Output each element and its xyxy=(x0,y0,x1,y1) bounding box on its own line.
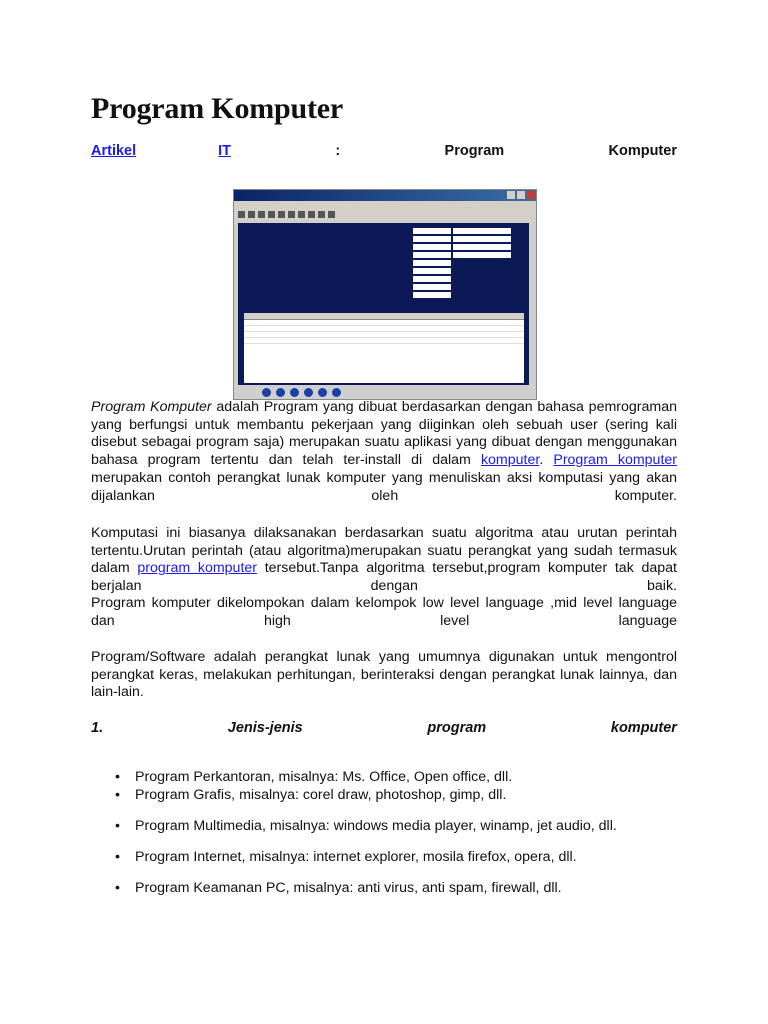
paragraph-1: Program Komputer adalah Program yang dibuat berdasarkan dengan bahasa pemrograman yang berfungsi untuk membantu pekerjaan yang diiginkan oleh sebuah user (sering kali disebut sebagai program saja) merupakan suatu aplikasi yang dibuat dengan menggunakan bahasa program tertentu dan telah ter-install di dalam komputer. Program komputer merupakan contoh perangkat lunak komputer yang menuliskan aksi komputasi yang akan dijalankan oleh komputer. xyxy=(91,399,677,504)
paragraph-3: Program/Software adalah perangkat lunak yang umumnya digunakan untuk mengontrol perangkat keras, melakukan perhitungan, berinteraksi dengan perangkat lunak lainnya, dan lain-lain. xyxy=(91,649,677,701)
list-item: • Program Multimedia, misalnya: windows media player, winamp, jet audio, dll. xyxy=(91,817,677,835)
totals-area xyxy=(373,227,523,299)
section-heading: 1. Jenis-jenis program komputer xyxy=(91,720,677,736)
subtitle-colon: : xyxy=(335,143,341,159)
article-subtitle xyxy=(91,143,677,159)
link-program-komputer[interactable]: Program komputer xyxy=(553,452,677,469)
window-toolbar xyxy=(234,209,536,221)
window-titlebar xyxy=(234,190,536,201)
program-list xyxy=(91,768,677,897)
list-item: • Program Keamanan PC, misalnya: anti virus, anti spam, firewall, dll. xyxy=(91,879,677,897)
paragraph-2b: Program komputer dikelompokan dalam kelompok low level language ,mid level language dan high level language xyxy=(91,595,677,629)
link-program-komputer-2[interactable]: program komputer xyxy=(137,560,258,577)
form-area xyxy=(244,227,374,290)
list-item: • Program Internet, misalnya: internet explorer, mosila firefox, opera, dll. xyxy=(91,848,677,866)
subtitle-word3: Program xyxy=(444,143,505,159)
window-menubar xyxy=(234,201,536,209)
window-panel xyxy=(238,223,529,387)
program-screenshot xyxy=(233,189,537,400)
page-title: Program Komputer xyxy=(91,92,344,125)
article-link[interactable] xyxy=(91,143,231,159)
list-item: • Program Grafis, misalnya: corel draw, photoshop, gimp, dll. xyxy=(91,786,677,804)
article-link-word1[interactable]: Artikel xyxy=(91,143,137,159)
link-komputer[interactable]: komputer xyxy=(480,452,540,469)
window-bottombar xyxy=(234,385,536,399)
article-link-word2[interactable]: IT xyxy=(218,143,232,159)
subtitle-word4: Komputer xyxy=(608,143,677,159)
data-grid xyxy=(244,313,524,383)
list-item: • Program Perkantoran, misalnya: Ms. Office, Open office, dll. xyxy=(91,768,677,786)
para1-lead: Program Komputer xyxy=(91,399,212,415)
paragraph-2a: Komputasi ini biasanya dilaksanakan berdasarkan suatu algoritma atau urutan perintah tertentu.Urutan perintah (atau algoritma)merupakan suatu perangkat yang sudah termasuk dalam program komputer tersebut.Tanpa algoritma tersebut,program komputer tak dapat berjalan dengan baik. xyxy=(91,525,677,595)
